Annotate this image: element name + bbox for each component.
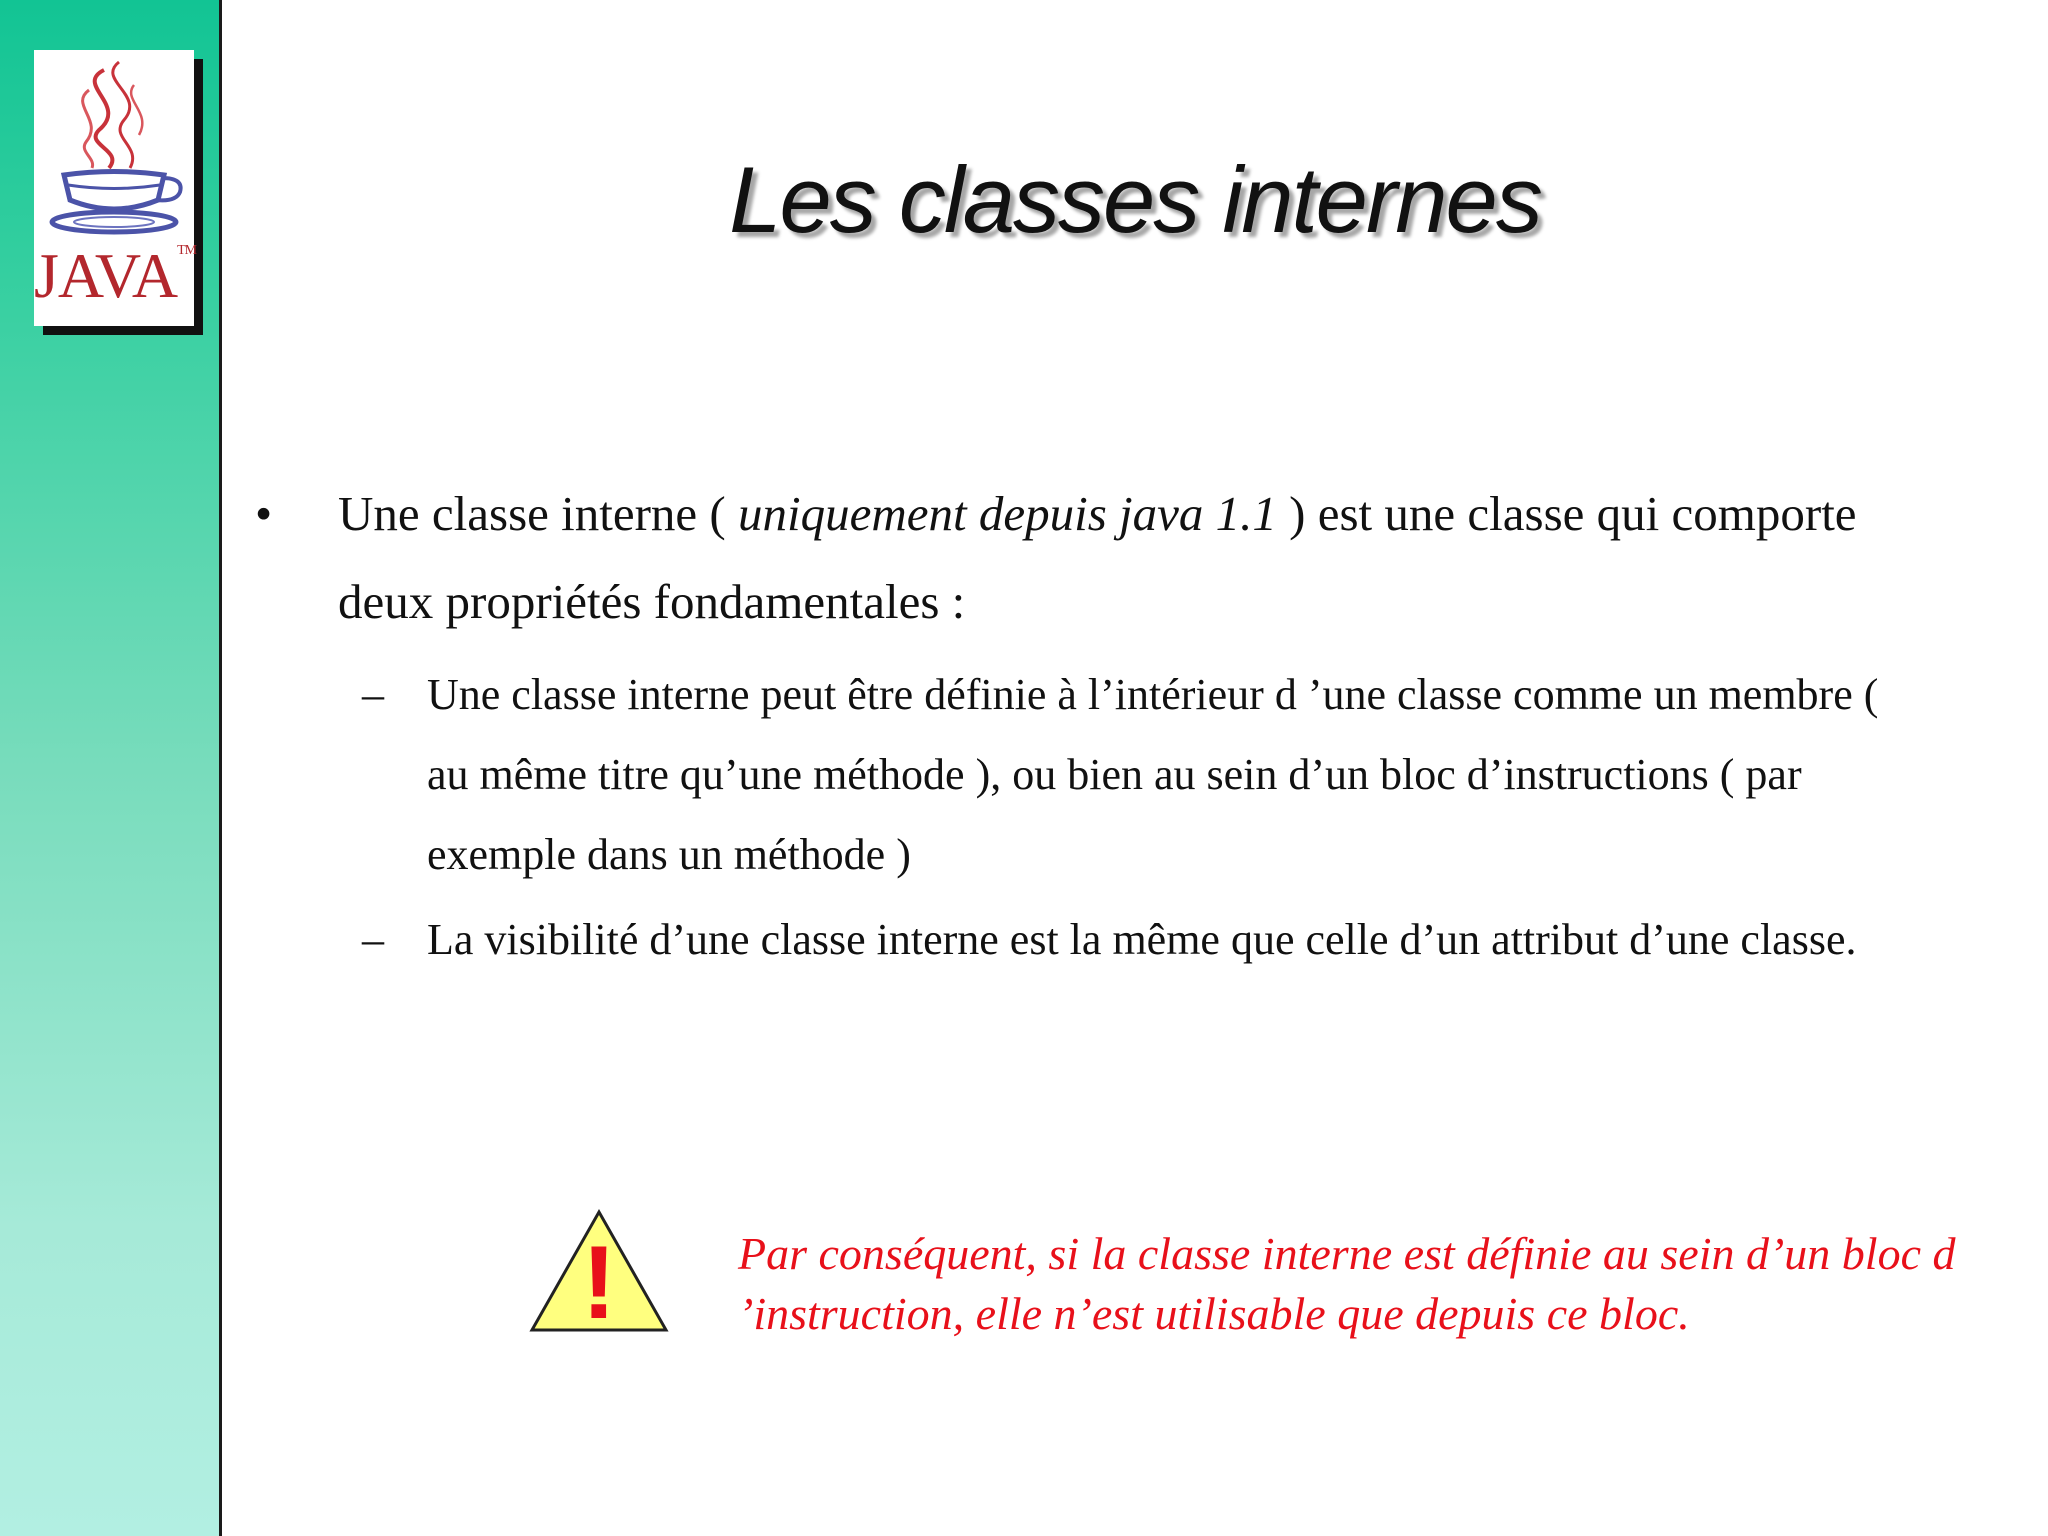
sub-bullet-text: La visibilité d’une classe interne est la même que celle d’un attribut d’une classe. xyxy=(427,915,1857,964)
java-logo xyxy=(34,50,197,326)
warning-note: Par conséquent, si la classe interne est définie au sein d’un bloc d ’instruction, elle n’est utilisable que depuis ce bloc. xyxy=(738,1228,1956,1339)
main-bullet-text: Une classe interne ( uniquement depuis java 1.1 ) est une classe qui comporte deux propriétés fondamentales : xyxy=(338,486,1857,629)
java-logo-text: JAVA™ xyxy=(34,240,197,311)
sidebar xyxy=(0,0,222,1536)
java-coffee-cup-icon xyxy=(34,50,194,250)
warning-exclamation: ! xyxy=(581,1225,617,1334)
sub-bullet-symbol: – xyxy=(362,915,384,964)
sub-bullet-text: Une classe interne peut être définie à l’intérieur d ’une classe comme un membre ( au même titre qu’une méthode ), ou bien au sein d’un bloc d’instructions ( par exemple dans un méthode ) xyxy=(427,670,1879,879)
slide-title: Les classes internes xyxy=(729,147,1541,252)
sub-bullet-symbol: – xyxy=(362,670,384,719)
warning-triangle-icon xyxy=(528,1208,670,1334)
bullet-symbol: • xyxy=(255,486,273,541)
